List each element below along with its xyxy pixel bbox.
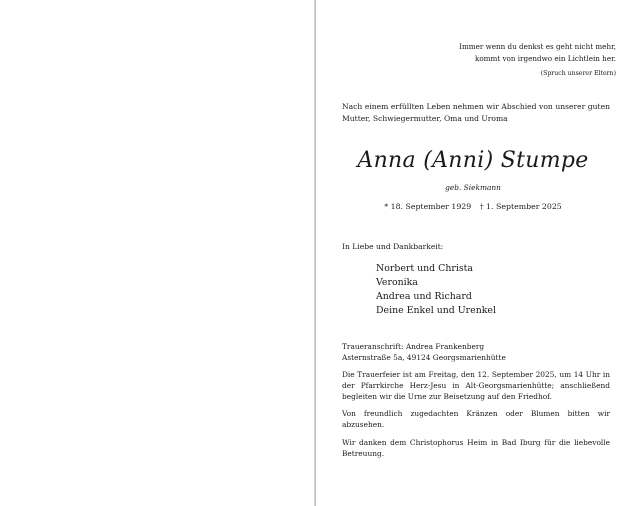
address-line-1: Traueranschrift: Andrea Frankenberg — [342, 342, 485, 351]
death-date: † 1. September 2025 — [479, 202, 562, 211]
life-dates — [316, 202, 630, 211]
flowers-paragraph: Von freundlich zugedachten Kränzen oder Blumen bitten wir abzusehen. — [342, 409, 610, 429]
mourner-item: Veronika — [376, 277, 418, 288]
ceremony-paragraph: Die Trauerfeier ist am Freitag, den 12. September 2025, um 14 Uhr in der Pfarrkirche Herz-Jesu in Alt-Georgsmarienhütte; anschließend begleiten wir die Urne zur Beisetzung auf den Friedhof. — [342, 370, 610, 401]
motto-source: (Spruch unserer Eltern) — [540, 70, 616, 77]
birth-date: * 18. September 1929 — [384, 202, 472, 211]
motto-quote — [436, 41, 616, 80]
mourners-intro: In Liebe und Dankbarkeit: — [342, 242, 444, 251]
mourner-item: Deine Enkel und Urenkel — [376, 305, 496, 316]
mourner-item: Norbert und Christa — [376, 263, 474, 274]
left-blank-page — [0, 0, 314, 506]
motto-line-2: kommt von irgendwo ein Lichtlein her. — [474, 54, 616, 63]
mourner-item: Andrea und Richard — [376, 291, 472, 302]
address-line-2: Asternstraße 5a, 49124 Georgsmarienhütte — [342, 353, 506, 362]
intro-text: Nach einem erfüllten Leben nehmen wir Abschied von unserer guten Mutter, Schwiegermutter, Oma und Uroma — [342, 102, 610, 123]
mourning-address — [342, 341, 506, 363]
obituary-page — [316, 0, 630, 506]
deceased-name: Anna (Anni) Stumpe — [357, 148, 589, 173]
motto-line-1: Immer wenn du denkst es geht nicht mehr, — [459, 42, 616, 51]
thanks-paragraph: Wir danken dem Christophorus Heim in Bad Iburg für die liebevolle Betreuung. — [342, 438, 610, 458]
mourners-list — [376, 262, 496, 318]
birth-name: geb. Siekmann — [445, 183, 501, 192]
